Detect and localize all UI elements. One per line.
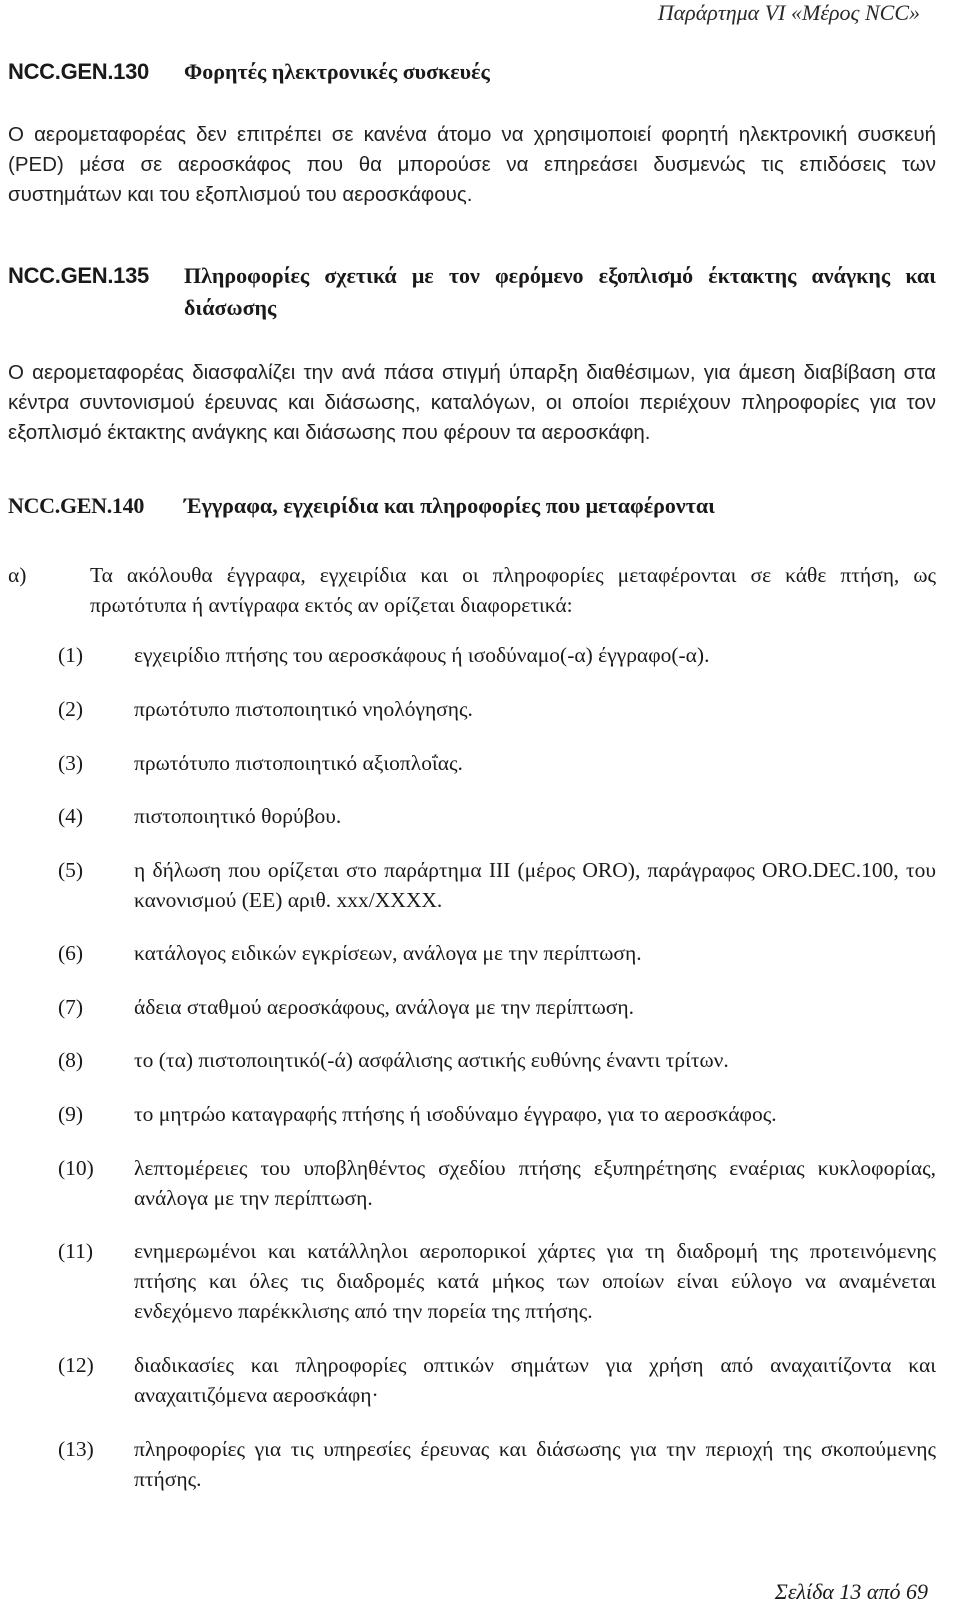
list-item-number: (6) [58,941,84,965]
section-heading-140 [8,490,936,522]
list-item-number: (13) [58,1437,94,1461]
list-item-text: λεπτομέρειες του υποβληθέντος σχεδίου πτήσης εξυπηρέτησης εναέριας κυκλοφορίας, ανάλογα με την περίπτωση. [134,1156,936,1210]
list-item [58,1434,936,1494]
list-item [58,694,936,724]
list-item-text: διαδικασίες και πληροφορίες οπτικών σημάτων για χρήση από αναχαιτίζοντα και αναχαιτιζόμενα αεροσκάφη· [134,1353,936,1407]
list-item-text: κατάλογος ειδικών εγκρίσεων, ανάλογα με την περίπτωση. [134,941,642,965]
list-item-number: (2) [58,697,84,721]
paragraph-text: Τα ακόλουθα έγγραφα, εγχειρίδια και οι πληροφορίες μεταφέρονται σε κάθε πτήση, ως πρωτότυπα ή αντίγραφα εκτός αν ορίζεται διαφορετικά: [90,563,936,617]
list-item [58,801,936,831]
list-item-text: πρωτότυπο πιστοποιητικό νηολόγησης. [134,697,473,721]
section-code: NCC.GEN.135 [8,263,149,288]
list-item-number: (9) [58,1102,84,1126]
list-item [58,938,936,968]
list-item [58,1045,936,1075]
section-heading-130 [8,56,936,88]
list-item-text: το μητρώο καταγραφής πτήσης ή ισοδύναμο έγγραφο, για το αεροσκάφος. [134,1102,777,1126]
list-item [58,1099,936,1129]
list-item [58,855,936,915]
list-item-number: (8) [58,1048,84,1072]
list-item [58,640,936,670]
list-item-number: (12) [58,1353,94,1377]
section-title: Έγγραφα, εγχειρίδια και πληροφορίες που μεταφέρονται [184,493,715,518]
list-item-text: η δήλωση που ορίζεται στο παράρτημα III (μέρος ORO), παράγραφος ORO.DEC.100, του κανονισμού (ΕΕ) αριθ. xxx/XXXX. [134,858,936,912]
section-body-135: Ο αερομεταφορέας διασφαλίζει την ανά πάσα στιγμή ύπαρξη διαθέσιμων, για άμεση διαβίβαση στα κέντρα συντονισμού έρευνας και διάσωσης, καταλόγων, οι οποίοι περιέχουν πληροφορίες για τον εξοπλισμό έκτακτης ανάγκης και διάσωσης που φέρουν τα αεροσκάφη. [8,361,936,444]
list-item-number: (7) [58,995,84,1019]
list-item-number: (3) [58,751,84,775]
list-item-text: πληροφορίες για τις υπηρεσίες έρευνας και διάσωσης για την περιοχή της σκοπούμενης πτήσης. [134,1437,936,1491]
section-body-130: Ο αερομεταφορέας δεν επιτρέπει σε κανένα άτομο να χρησιμοποιεί φορητή ηλεκτρονική συσκευή (PED) μέσα σε αεροσκάφος που θα μπορούσε να επηρεάσει δυσμενώς τις επιδόσεις των συστημάτων και του εξοπλισμού του αεροσκάφους. [8,123,936,206]
list-item-number: (10) [58,1156,94,1180]
list-item [58,1236,936,1326]
section-code: NCC.GEN.140 [8,493,145,518]
list-item-number: (4) [58,804,84,828]
page-footer: Σελίδα 13 από 69 [774,1579,928,1604]
paragraph-alpha [8,560,936,620]
section-code: NCC.GEN.130 [8,59,149,84]
list-item-number: (1) [58,643,84,667]
section-heading-135 [8,260,936,324]
list-item [58,1153,936,1213]
section-title: Φορητές ηλεκτρονικές συσκευές [184,59,490,84]
section-title: Πληροφορίες σχετικά με τον φερόμενο εξοπλισμό έκτακτης ανάγκης και διάσωσης [184,263,936,320]
list-item-text: πρωτότυπο πιστοποιητικό αξιοπλοΐας. [134,751,463,775]
list-item-number: (5) [58,858,84,882]
list-item [58,1350,936,1410]
list-item-text: πιστοποιητικό θορύβου. [134,804,342,828]
paragraph-label: α) [8,563,27,587]
list-item-text: ενημερωμένοι και κατάλληλοι αεροπορικοί χάρτες για τη διαδρομή της προτεινόμενης πτήσης και όλες τις διαδρομές κατά μήκος των οποίων είναι εύλογο να αναμένεται ενδεχόμενο παρέκκλισης από την πορεία της πτήσης. [134,1239,936,1323]
list-item-text: το (τα) πιστοποιητικό(-ά) ασφάλισης αστικής ευθύνης έναντι τρίτων. [134,1048,729,1072]
list-item [58,992,936,1022]
list-item [58,748,936,778]
list-item-number: (11) [58,1239,94,1263]
list-item-text: εγχειρίδιο πτήσης του αεροσκάφους ή ισοδύναμο(-α) έγγραφο(-α). [134,643,710,667]
list-item-text: άδεια σταθμού αεροσκάφους, ανάλογα με την περίπτωση. [134,995,635,1019]
page-header: Παράρτημα VI «Μέρος NCC» [657,0,920,25]
